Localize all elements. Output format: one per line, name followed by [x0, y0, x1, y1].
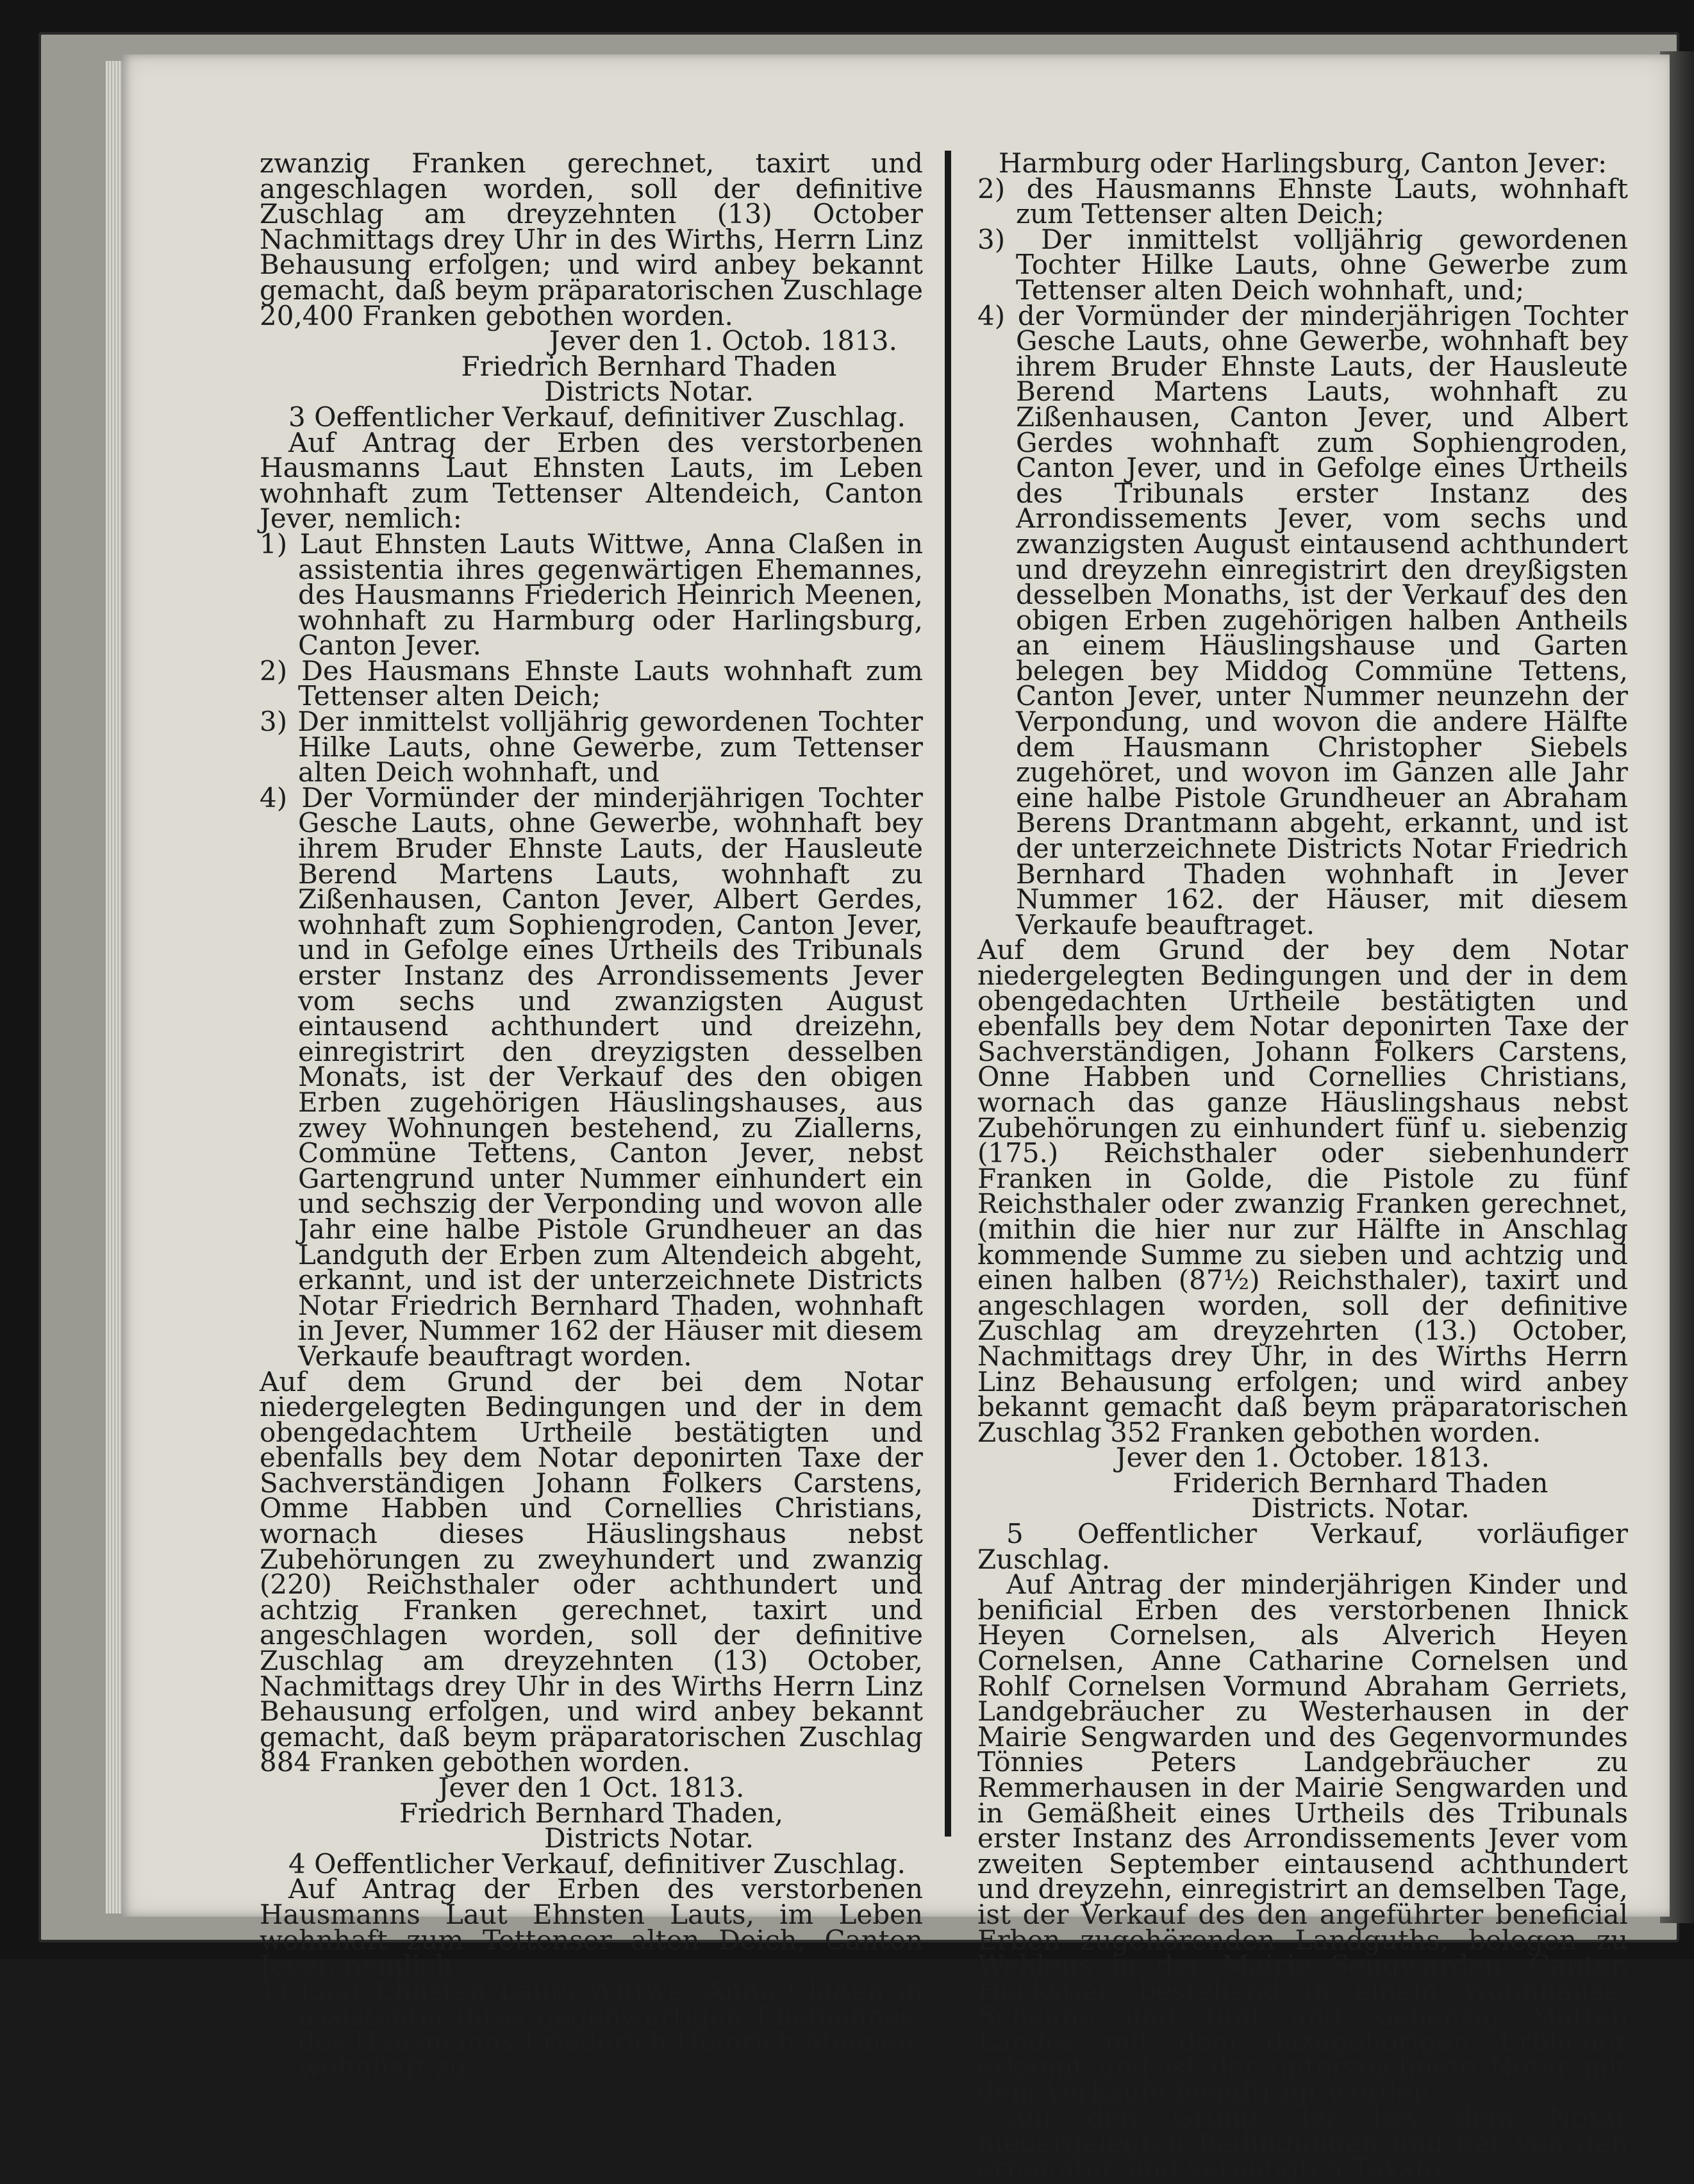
- intro-tail-text: zwanzig Franken gerechnet, taxirt und angeschlagen worden, soll der definitive Zuschlag am dreyzehnten (13) October Nachmittags drey Uhr in des Wirths, Herrn Linz Behausung erfolgen; und wird anbey bekannt gemacht, daß beym präparatorischen Zuschlage 20,400 Franken gebothen worden.: [260, 147, 923, 331]
- notice4-date: Jever den 1. October. 1813.: [1115, 1442, 1490, 1474]
- notice3-date: Jever den 1 Oct. 1813.: [438, 1772, 745, 1803]
- notice3-intro: Auf Antrag der Erben des verstorbenen Hausmanns Laut Ehnsten Lauts, im Leben wohnhaft zum Tettenser Altendeich, Canton Jever, nemlich:: [260, 426, 923, 535]
- notice4-item-2: 2) des Hausmanns Ehnste Lauts, wohnhaft zum Tettenser alten Deich;: [977, 172, 1628, 230]
- notice4-item-4: 4) der Vormünder der minderjährigen Tochter Gesche Lauts, ohne Gewerbe, wohnhaft bey ihrem Bruder Ehnste Lauts, der Hausleute Berend Martens Lauts, wohnhaft zu Zißenhausen, Canton Jever, und Albert Gerdes wohnhaft zum Sophiengroden, Canton Jever, und in Gefolge eines Urtheils des Tribunals erster Instanz des Arrondissements Jever, vom sechs und zwanzigsten August eintausend achthundert und dreyzehn einregistrirt den dreyßigsten desselben Monaths, ist der Verkauf des den obigen Erben zugehörigen halben Antheils an einem Häuslingshause und Garten belegen bey Middog Commüne Tettens, Canton Jever, unter Nummer neunzehn der Verpondung, und wovon die andere Hälfte dem Hausmann Christopher Siebels zugehöret, und wovon im Ganzen alle Jahr eine halbe Pistole Grundheuer an Abraham Berens Drantmann abgeht, erkannt, und ist der unterzeichnete Districts Notar Friedrich Bernhard Thaden wohnhaft in Jever Nummer 162. der Häuser, mit diesem Verkaufe beauftraget.: [977, 299, 1628, 940]
- left-column: [260, 147, 923, 2083]
- intro-date: Jever den 1. Octob. 1813.: [549, 325, 897, 357]
- notice4-signature-name: Friderich Bernhard Thaden: [1172, 1467, 1549, 1499]
- notice3-item-3: 3) Der inmittelst volljährig gewordenen Tochter Hilke Lauts, ohne Gewerbe, zum Tettenser alten Deich wohnhaft, und: [260, 706, 923, 788]
- notice4-signature-title: Districts. Notar.: [1251, 1492, 1470, 1524]
- notice5-intro: Auf Antrag der minderjährigen Kinder und benificial Erben des verstorbenen Ihnick Heyen Cornelsen, als Alverich Heyen Cornelsen, Anne Catharine Cornelsen und Rohlf Cornelsen Vormund Abraham Gerriets, Landgebräucher zu Westerhausen in der Mairie Sengwarden und des Gegenvormundes Tönnies Peters Landgebräucher zu Remmerhausen in der Mairie Sengwarden und in Gemäßheit eines Urtheils des Tribunals erster Instanz des Arrondissements Jever vom zweiten September eintausend achthundert und dreyzehn, einregistrirt an demselben Tage, ist der Verkauf des den angeführter beneficial Erben zugehörenden Landguths, belegen zu Wehlens in der Mairie Sengwarden, Canton Hockstiel, bestehend in einem Wohnhause, Scheune und fünf und siebenzig Matten Landes mit dem dazugehörigen Erbheuer erkannt und ist der unterzeichnete Notar mit dem Verkaufe beauftragt worden.: [977, 1569, 1628, 2108]
- notice4-item-1: 1) Laut Ehnsten Lauts Wittwe, Anna Claßen in assistentia ihres gegenwärtigen Ehemannes, des Hausmanns Friederich Heinrich Meenen, wohnhaft zu,: [260, 1974, 923, 2083]
- column-divider: [945, 151, 951, 1837]
- notice3-item-4: 4) Der Vormünder der minderjährigen Tochter Gesche Lauts, ohne Gewerbe, wohnhaft bey ihrem Bruder Ehnste Lauts, der Hausleute Berend Martens Lauts, wohnhaft zu Zißenhausen, Canton Jever, Albert Gerdes, wohnhaft zum Sophiengroden, Canton Jever, und in Gefolge eines Urtheils des Tribunals erster Instanz des Arrondissements Jever vom sechs und zwanzigsten August eintausend achthundert und dreizehn, einregistrirt den dreyzigsten desselben Monats, ist der Verkauf des den obigen Erben zugehörigen Häuslingshauses, aus zwey Wohnungen bestehend, zu Ziallerns, Commüne Tettens, Canton Jever, nebst Gartengrund unter Nummer einhundert ein und sechszig der Verponding und wovon alle Jahr eine halbe Pistole Grundheuer an das Landguth der Erben zum Altendeich abgeht, erkannt, und ist der unterzeichnete Districts Notar Friedrich Bernhard Thaden, wohnhaft in Jever, Nummer 162 der Häuser mit diesem Verkaufe beauftragt worden.: [260, 781, 923, 1372]
- notice5-body-start: Auf den Grund der bey dem Notar niedergelegten Bedingungen und der von den ernannten und vereidigten Taxato: [977, 2101, 1628, 2184]
- notice4-item-1-tail: Harmburg oder Harlingsburg, Canton Jever:: [998, 147, 1607, 179]
- notice3-body: Auf dem Grund der bei dem Notar niedergelegten Bedingungen und der in dem obengedachtem Urtheile bestätigten und ebenfalls bey dem Notar deponirten Taxe der Sachverständigen Johann Folkers Carstens, Omme Habben und Cornellies Christians, wornach dieses Häuslingshaus nebst Zubehörungen zu zweyhundert und zwanzig (220) Reichsthaler oder achthundert und achtzig Franken gerechnet, taxirt und angeschlagen worden, soll der definitive Zuschlag am dreyzehnten (13) October, Nachmittags drey Uhr in des Wirths Herrn Linz Behausung erfolgen, und wird anbey bekannt gemacht, daß beym präparatorischen Zuschlag 884 Franken gebothen worden.: [260, 1365, 923, 1778]
- notice4-item-3: 3) Der inmittelst volljährig gewordenen Tochter Hilke Lauts, ohne Gewerbe zum Tettenser alten Deich wohnhaft, und;: [977, 223, 1628, 306]
- notice3-signature-title: Districts Notar.: [544, 1822, 754, 1855]
- notice5-heading: 5 Oeffentlicher Verkauf, vorläufiger Zuschlag.: [977, 1518, 1628, 1575]
- notice4-body: Auf dem Grund der bey dem Notar niedergelegten Bedingungen und der in dem obengedachten Urtheile bestätigten und ebenfalls bey dem Notar deponirten Taxe der Sachverständigen, Johann Folkers Carstens, Onne Habben und Cornellies Christians, wornach das ganze Häuslingshaus nebst Zubehörungen zu einhundert fünf u. siebenzig (175.) Reichsthaler oder siebenhunderr Franken in Golde, die Pistole zu fünf Reichsthaler oder zwanzig Franken gerechnet, (mithin die hier nur zur Hälfte in Anschlag kommende Summe zu sieben und achtzig und einen halben (87½) Reichsthaler), taxirt und angeschlagen worden, soll der definitive Zuschlag am dreyzehrten (13.) October, Nachmittags drey Uhr, in des Wirths Herrn Linz Behausung erfolgen; und wird anbey bekannt gemacht daß beym präparatorischen Zuschlag 352 Franken gebothen worden.: [977, 934, 1628, 1448]
- intro-signature-title: Districts Notar.: [544, 376, 754, 408]
- notice3-item-2: 2) Des Hausmans Ehnste Lauts wohnhaft zum Tettenser alten Deich;: [260, 654, 923, 712]
- notice3-item-1: 1) Laut Ehnsten Lauts Wittwe, Anna Claßen in assistentia ihres gegenwärtigen Ehemannes, des Hausmanns Friederich Heinrich Meenen, wohnhaft zu Harmburg oder Harlingsburg, Canton Jever.: [260, 528, 923, 662]
- notice3-signature-name: Friedrich Bernhard Thaden,: [399, 1797, 784, 1829]
- right-column: [977, 147, 1628, 2184]
- notice4-intro: Auf Antrag der Erben des verstorbenen Hausmanns Laut Ehnsten Lauts, im Leben wohnhaft zum Tettenser alten Deich, Canton Jever, nemlich:: [260, 1873, 923, 1981]
- notice3-heading: 3 Oeffentlicher Verkauf, definitiver Zuschlag.: [288, 401, 906, 433]
- notice4-heading: 4 Oeffentlicher Verkauf, definitiver Zuschlag.: [288, 1847, 906, 1880]
- intro-signature-name: Friedrich Bernhard Thaden: [461, 350, 837, 382]
